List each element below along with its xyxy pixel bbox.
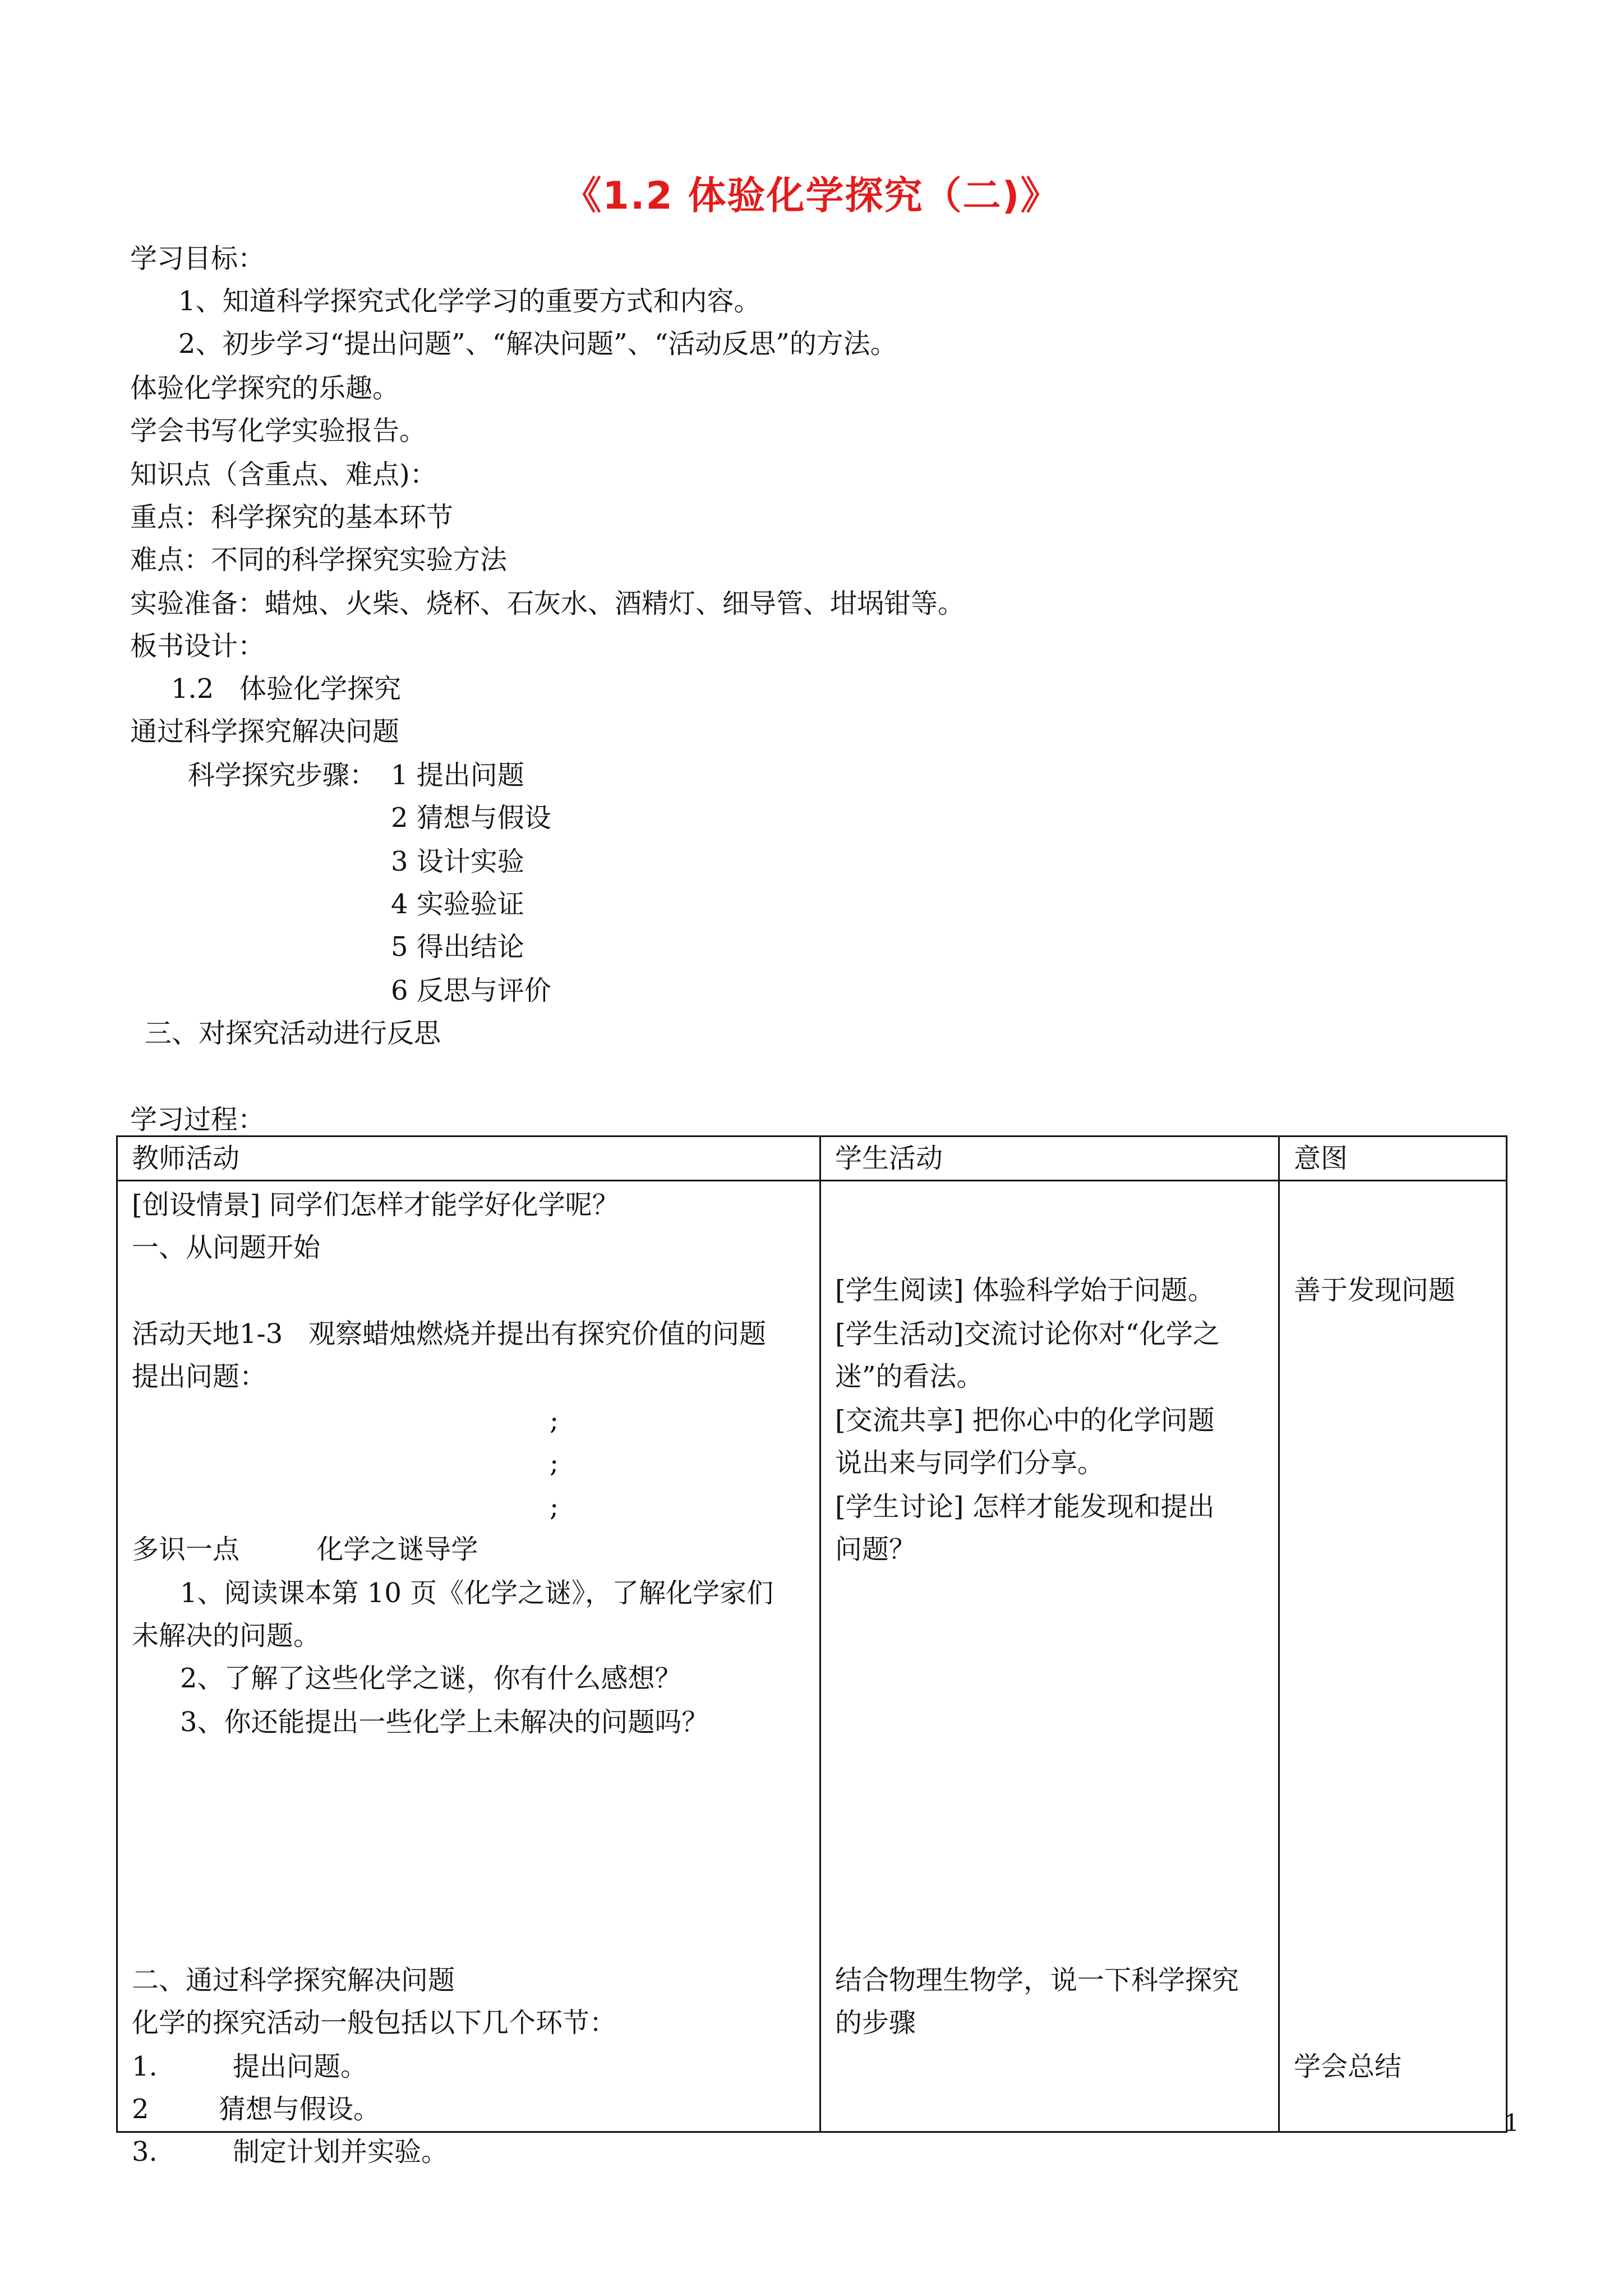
board-subtitle: 通过科学探究解决问题 (130, 716, 400, 747)
teacher-line: 提出问题。 (233, 2051, 368, 2082)
table-header-row (117, 1137, 1507, 1181)
step-item: 1 提出问题 (391, 760, 524, 791)
intent-cell (1279, 1181, 1507, 2132)
table-row (117, 1181, 1507, 2132)
process-heading: 学习过程： (130, 1104, 265, 1135)
student-line: [学生讨论] 怎样才能发现和提出 (835, 1491, 1215, 1522)
intent-line: 善于发现问题 (1294, 1274, 1456, 1306)
student-line: 问题？ (835, 1534, 916, 1565)
step-item: 2 猜想与假设 (391, 802, 551, 834)
teacher-line: 一、从问题开始 (132, 1232, 321, 1263)
intent-line: 学会总结 (1294, 2051, 1402, 2082)
knowledge-heading: 知识点（含重点、难点)： (130, 459, 437, 490)
student-line: [学生活动]交流讨论你对“化学之 (835, 1318, 1220, 1350)
teacher-line: 2、了解了这些化学之谜，你有什么感想？ (180, 1663, 682, 1694)
goal-2: 2、初步学习“提出问题”、“解决问题”、“活动反思”的方法。 (178, 328, 897, 360)
step-item: 5 得出结论 (391, 931, 524, 963)
student-line: [学生阅读] 体验科学始于问题。 (835, 1274, 1215, 1306)
teacher-line: 多识一点 化学之谜导学 (132, 1534, 478, 1565)
page-title: 《1.2 体验化学探究（二)》 (563, 174, 1060, 218)
goals-heading: 学习目标： (130, 243, 265, 274)
header-teacher-cell (117, 1137, 820, 1181)
teacher-line: 1、阅读课本第 10 页《化学之谜》，了解化学家们 (180, 1577, 774, 1609)
step-number: 1. (132, 2051, 158, 2082)
blank-semicolon: ; (550, 1447, 559, 1479)
teacher-line: 二、通过科学探究解决问题 (132, 1964, 455, 1996)
student-line: [交流共享] 把你心中的化学问题 (835, 1405, 1215, 1436)
board-heading: 板书设计： (130, 631, 265, 662)
step-item: 3 设计实验 (391, 846, 524, 877)
intro-line-4: 学会书写化学实验报告。 (130, 415, 427, 447)
page-number: 1 (1504, 2109, 1519, 2137)
student-activity-cell (820, 1181, 1279, 2132)
teacher-line: 提出问题： (132, 1361, 267, 1392)
header-intent-cell (1279, 1137, 1507, 1181)
steps-label: 科学探究步骤： (188, 760, 377, 791)
header-teacher: 教师活动 (132, 1143, 240, 1174)
step-item: 4 实验验证 (391, 889, 524, 920)
header-student-cell (820, 1137, 1279, 1181)
teacher-line: 未解决的问题。 (132, 1620, 321, 1651)
step-number: 2 (132, 2093, 149, 2125)
teacher-activity-cell (117, 1181, 820, 2168)
header-intent: 意图 (1294, 1143, 1348, 1174)
blank-semicolon: ; (550, 1405, 559, 1436)
key-point: 重点：科学探究的基本环节 (130, 501, 454, 533)
step-number: 3. (132, 2136, 158, 2168)
step-item: 6 反思与评价 (391, 975, 551, 1006)
reflection-line: 三、对探究活动进行反思 (145, 1018, 441, 1049)
teacher-line: 活动天地1-3 观察蜡烛燃烧并提出有探究价值的问题 (132, 1318, 767, 1350)
student-line: 说出来与同学们分享。 (835, 1447, 1105, 1479)
teacher-line: 猜想与假设。 (219, 2093, 381, 2125)
teacher-line: [创设情景] 同学们怎样才能学好化学呢？ (132, 1189, 619, 1221)
teacher-line: 化学的探究活动一般包括以下几个环节： (132, 2007, 617, 2039)
teacher-line: 制定计划并实验。 (233, 2136, 449, 2168)
learning-process-table (116, 1135, 1507, 2168)
blank-semicolon: ; (550, 1491, 559, 1522)
intro-line-3: 体验化学探究的乐趣。 (130, 372, 400, 404)
teacher-line: 3、你还能提出一些化学上未解决的问题吗？ (180, 1706, 709, 1738)
student-line: 的步骤 (835, 2007, 916, 2039)
difficulty: 难点：不同的科学探究实验方法 (130, 544, 508, 576)
header-student: 学生活动 (835, 1143, 943, 1174)
goal-1: 1、知道科学探究式化学学习的重要方式和内容。 (178, 286, 761, 317)
student-line: 迷”的看法。 (835, 1361, 984, 1392)
student-line: 结合物理生物学，说一下科学探究 (835, 1964, 1239, 1996)
board-title: 1.2 体验化学探究 (171, 673, 402, 705)
materials: 实验准备：蜡烛、火柴、烧杯、石灰水、酒精灯、细导管、坩埚钳等。 (130, 588, 965, 619)
